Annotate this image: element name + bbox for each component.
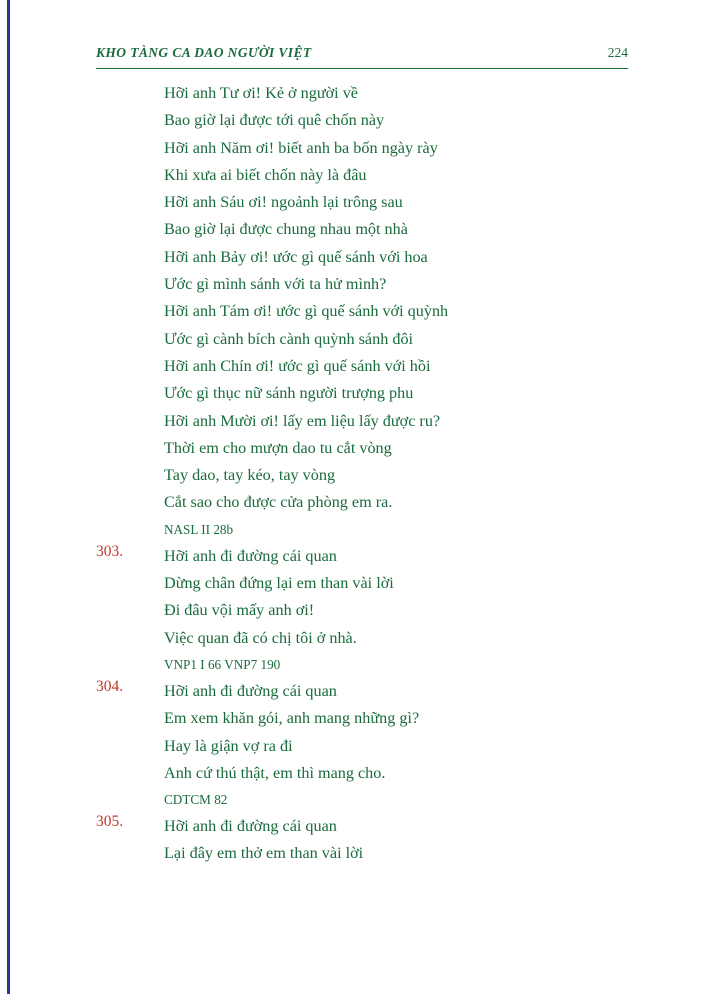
verse-text: Ước gì mình sánh với ta hử mình?: [164, 275, 387, 294]
verse-line: [96, 733, 636, 760]
source-citation: VNP1 I 66 VNP7 190: [164, 656, 281, 672]
verse-line: [96, 326, 636, 353]
verse-line: [96, 107, 636, 134]
source-citation: NASL II 28b: [164, 521, 234, 537]
book-title: KHO TÀNG CA DAO NGƯỜI VIỆT: [96, 45, 312, 60]
verse-line: [96, 489, 636, 516]
header-divider: [96, 68, 628, 69]
poem-content: [96, 80, 636, 868]
verse-text: Hỡi anh Năm ơi! biết anh ba bốn ngày rày: [164, 138, 438, 157]
verse-text: Em xem khăn gói, anh mang những gì?: [164, 709, 420, 728]
page-number: 224: [607, 45, 628, 60]
verse-line: [96, 380, 636, 407]
verse-text: Bao giờ lại được tới quê chốn này: [164, 111, 385, 130]
verse-text: Thời em cho mượn dao tu cắt vòng: [164, 438, 392, 457]
verse-line: [96, 813, 636, 840]
verse-line: [96, 244, 636, 271]
verse-line: [96, 705, 636, 732]
verse-text: Lại đây em thở em than vài lời: [164, 844, 364, 863]
verse-text: Ước gì cành bích cành quỳnh sánh đôi: [164, 329, 414, 348]
verse-line: [96, 162, 636, 189]
verse-text: Ước gì thục nữ sánh người trượng phu: [164, 384, 414, 403]
verse-line: [96, 570, 636, 597]
verse-line: [96, 408, 636, 435]
poem-entry: [96, 678, 636, 813]
verse-text: Anh cứ thú thật, em thì mang cho.: [164, 763, 386, 782]
verse-line: [96, 543, 636, 570]
entry-number: 305.: [96, 813, 124, 831]
verse-text: Hỡi anh Mười ơi! lấy em liệu lấy được ru?: [164, 411, 441, 430]
verse-line: [96, 135, 636, 162]
verse-text: Khi xưa ai biết chốn này là đâu: [164, 165, 367, 184]
poem-entry: [96, 543, 636, 678]
verse-text: Hỡi anh Sáu ơi! ngoảnh lại trông sau: [164, 193, 403, 212]
source-citation: CDTCM 82: [164, 792, 228, 808]
verse-line: [96, 435, 636, 462]
verse-line: [96, 597, 636, 624]
poem-entry: [96, 813, 636, 868]
verse-line: [96, 216, 636, 243]
verse-text: Dừng chân đứng lại em than vài lời: [164, 574, 394, 593]
verse-text: Hỡi anh Bảy ơi! ước gì quế sánh với hoa: [164, 247, 428, 266]
verse-text: Cắt sao cho được cửa phòng em ra.: [164, 493, 393, 512]
verse-line: [96, 189, 636, 216]
poem-entry: [96, 80, 636, 543]
verse-line: [96, 760, 636, 787]
verse-text: Hỡi anh đi đường cái quan: [164, 546, 337, 565]
verse-text: Tay dao, tay kéo, tay vòng: [164, 466, 336, 485]
verse-text: Hỡi anh Tư ơi! Kẻ ở người về: [164, 84, 358, 102]
left-margin-rule: [7, 0, 10, 994]
verse-text: Việc quan đã có chị tôi ở nhà.: [164, 628, 357, 647]
verse-line: [96, 462, 636, 489]
verse-line: [96, 353, 636, 380]
entry-number: 303.: [96, 542, 124, 560]
verse-line: [96, 678, 636, 705]
page-header: [96, 45, 628, 61]
verse-line: [96, 298, 636, 325]
verse-line: [96, 271, 636, 298]
verse-line: [96, 840, 636, 867]
verse-line: [96, 80, 636, 107]
verse-text: Hỡi anh Tám ơi! ước gì quế sánh với quỳnh: [164, 302, 449, 321]
verse-line: [96, 625, 636, 652]
entry-number: 304.: [96, 677, 124, 695]
verse-text: Bao giờ lại được chung nhau một nhà: [164, 220, 408, 239]
verse-text: Hỡi anh Chín ơi! ước gì quế sánh với hồi: [164, 356, 431, 375]
verse-text: Đi đâu vội mấy anh ơi!: [164, 601, 315, 620]
verse-text: Hỡi anh đi đường cái quan: [164, 817, 337, 836]
verse-text: Hay là giận vợ ra đi: [164, 736, 293, 755]
verse-text: Hỡi anh đi đường cái quan: [164, 681, 337, 700]
